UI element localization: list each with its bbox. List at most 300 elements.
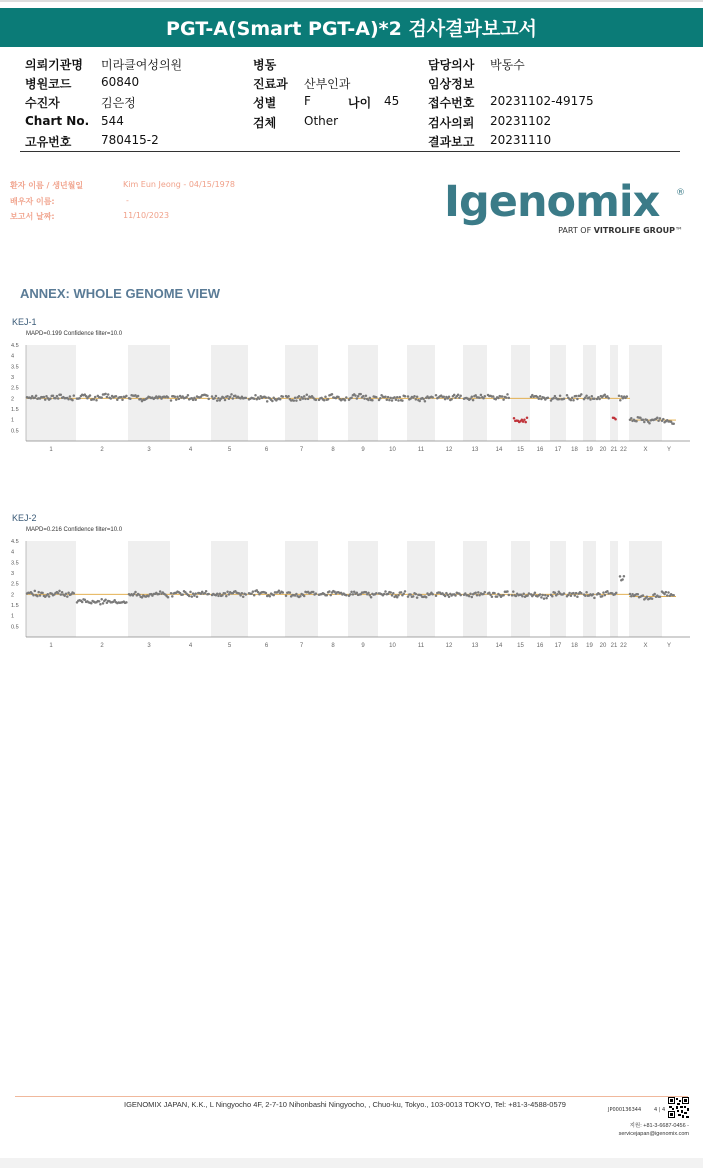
cnv-point: [444, 595, 447, 598]
cnv-point: [36, 595, 39, 598]
cnv-point: [416, 596, 419, 599]
cnv-point: [323, 399, 326, 402]
patient-name-value: Kim Eun Jeong - 04/15/1978: [123, 180, 235, 189]
cnv-point: [576, 398, 579, 401]
y-tick-label: 1.5: [11, 603, 19, 609]
age-value: 45: [384, 94, 400, 108]
cnv-point: [431, 593, 434, 596]
cnv-point: [125, 395, 128, 398]
x-tick-label-3: 3: [147, 447, 151, 453]
cnv-point: [232, 397, 235, 400]
cnv-point: [544, 594, 547, 597]
cnv-point: [326, 594, 329, 597]
cnv-point: [672, 422, 675, 425]
cnv-point: [387, 396, 390, 399]
x-tick-label-11: 11: [417, 643, 425, 649]
cnv-point: [575, 395, 578, 398]
cnv-point: [554, 395, 557, 398]
cnv-point: [396, 596, 399, 599]
chromosome-8-points: [318, 393, 348, 402]
chromosome-4-points: [170, 394, 210, 402]
institution-label: 의뢰기관명: [25, 58, 83, 72]
hospital-code-label: 병원코드: [25, 77, 72, 91]
cnv-point: [67, 592, 70, 595]
x-tick-label-1: 1: [49, 447, 53, 453]
cnv-point: [506, 393, 509, 396]
cnv-point: [167, 596, 170, 599]
cnv-point: [469, 593, 472, 596]
cnv-point: [84, 599, 87, 602]
y-axis-ticks: [11, 539, 19, 630]
cnv-point: [375, 592, 378, 595]
cnv-point: [635, 420, 638, 423]
cnv-point: [397, 594, 400, 597]
cnv-point: [362, 395, 365, 398]
chromosome-band-21: [610, 345, 618, 441]
cnv-point: [484, 591, 487, 594]
cnv-point: [563, 592, 566, 595]
y-axis-ticks: [11, 343, 19, 434]
x-tick-label-10: 10: [389, 447, 396, 453]
cnv-point: [580, 393, 583, 396]
cnv-point: [566, 394, 569, 397]
report-date-value: 20231110: [490, 133, 552, 147]
cnv-point: [95, 399, 98, 402]
logo-tagline-tm: ™: [675, 226, 683, 235]
cnv-point: [506, 590, 509, 593]
cnv-point: [396, 396, 399, 399]
cnv-point: [659, 595, 662, 598]
chromosome-12-points: [435, 394, 462, 402]
x-tick-label-17: 17: [554, 447, 562, 453]
cnv-point: [524, 421, 527, 424]
cnv-point: [572, 399, 575, 402]
cnv-point: [344, 399, 347, 402]
cnv-point: [229, 396, 232, 399]
patient-value: 김은정: [101, 96, 136, 110]
cnv-point: [393, 396, 396, 399]
report-title: PGT-A(Smart PGT-A)*2 검사결과보고서: [166, 18, 537, 40]
cnv-point: [407, 395, 410, 398]
cnv-point: [61, 591, 64, 594]
annex-title: ANNEX: WHOLE GENOME VIEW: [20, 286, 221, 301]
chromosome-16-points: [530, 592, 549, 600]
cnv-point: [539, 395, 542, 398]
cnv-point: [56, 395, 59, 398]
chart-2-subtitle: MAPD=0.216 Confidence filter=10.0: [26, 527, 123, 533]
cnv-point: [672, 594, 675, 597]
cnv-point: [225, 595, 228, 598]
x-tick-label-13: 13: [471, 447, 479, 453]
chromosome-band-21: [610, 541, 618, 637]
cnv-point: [547, 397, 550, 400]
cnv-point: [391, 594, 394, 597]
logo-tagline: [558, 226, 683, 235]
chromosome-8-points: [318, 590, 348, 597]
cnv-point: [422, 398, 425, 401]
cnv-point: [67, 398, 70, 401]
cnv-point: [384, 590, 387, 593]
cnv-point: [176, 395, 179, 398]
chromosome-10-points: [378, 590, 407, 598]
cnv-point: [306, 394, 309, 397]
report-date-value-en: 11/10/2023: [123, 211, 170, 220]
cnv-point: [397, 399, 400, 402]
cnv-point: [194, 592, 197, 595]
cnv-point: [285, 595, 288, 598]
chromosome-band-11: [407, 541, 435, 637]
cnv-point: [593, 397, 596, 400]
x-tick-label-X: X: [643, 447, 648, 453]
cnv-point: [642, 419, 645, 422]
cnv-point: [356, 397, 359, 400]
cnv-point: [496, 595, 499, 598]
cnv-point: [178, 398, 181, 401]
cnv-point: [49, 397, 52, 400]
cnv-point: [279, 398, 282, 401]
cnv-point: [472, 399, 475, 402]
cnv-point: [222, 397, 225, 400]
x-tick-label-Y: Y: [666, 643, 672, 649]
cnv-point: [99, 603, 102, 606]
x-tick-label-8: 8: [331, 643, 335, 649]
cnv-point: [602, 591, 605, 594]
cnv-point: [412, 595, 415, 598]
x-tick-label-2: 2: [100, 447, 104, 453]
x-tick-label-15: 15: [517, 447, 524, 453]
cnv-point: [181, 593, 184, 596]
cnv-point: [598, 593, 601, 596]
cnv-point: [521, 595, 524, 598]
chromosome-band-5: [211, 541, 248, 637]
doctor-value: 박동수: [490, 58, 525, 72]
cnv-point: [93, 398, 96, 401]
cnv-point: [662, 418, 665, 421]
chromosome-18-points: [566, 393, 583, 401]
cnv-point: [643, 421, 646, 424]
cnv-point: [219, 593, 222, 596]
chromosome-band-15: [511, 541, 530, 637]
cnv-point: [585, 395, 588, 398]
footer-contact-phone: 지원: +81-3-6687-0456 -: [629, 1123, 689, 1129]
cnv-point: [399, 396, 402, 399]
y-tick-label: 2: [11, 592, 15, 599]
x-tick-label-12: 12: [445, 447, 453, 453]
x-tick-label-7: 7: [299, 643, 304, 649]
cnv-point: [443, 396, 446, 399]
cnv-point: [448, 396, 451, 399]
cnv-point: [329, 594, 332, 597]
cnv-point: [357, 395, 360, 398]
y-tick-label: 2.5: [11, 385, 19, 392]
cnv-point: [196, 595, 199, 598]
cnv-point: [224, 592, 227, 595]
cnv-point: [174, 395, 177, 398]
cnv-point: [252, 590, 255, 593]
chart-2-genome-plot: [0, 536, 703, 656]
cnv-point: [188, 595, 191, 598]
cnv-point: [477, 591, 480, 594]
chromosome-2-points: [76, 598, 128, 605]
x-tick-label-13: 13: [471, 643, 479, 649]
y-tick-label: 4.5: [11, 343, 19, 349]
cnv-point: [607, 397, 610, 400]
cnv-point: [272, 594, 275, 597]
cnv-point: [365, 591, 368, 594]
cnv-point: [457, 394, 460, 397]
chromosome-band-9: [348, 345, 378, 441]
cnv-point: [618, 395, 621, 398]
department-label: 진료과: [253, 77, 288, 91]
cnv-point: [352, 593, 355, 596]
cnv-point: [57, 397, 60, 400]
x-tick-label-18: 18: [571, 643, 578, 649]
cnv-point: [543, 597, 546, 600]
cnv-point: [493, 592, 496, 595]
chromosome-22-points: [619, 575, 625, 582]
cnv-point: [585, 591, 588, 594]
chart-2-sample-label: KEJ-2: [12, 513, 37, 523]
cnv-point: [591, 395, 594, 398]
cnv-point: [571, 396, 574, 399]
chromosome-band-9: [348, 541, 378, 637]
cnv-point: [619, 399, 622, 402]
cnv-point: [90, 602, 93, 605]
x-tick-label-20: 20: [599, 643, 607, 649]
logo-wordmark: Igenomix: [444, 177, 660, 227]
cnv-point: [589, 398, 592, 401]
cnv-point: [43, 396, 46, 399]
page-bottom-band: [0, 1158, 703, 1168]
clinical-info-label: 임상정보: [428, 77, 475, 91]
cnv-point: [298, 395, 301, 398]
specimen-value: Other: [304, 114, 339, 128]
cnv-point: [389, 397, 392, 400]
cnv-point: [271, 400, 274, 403]
cnv-point: [115, 395, 118, 398]
footer-address: IGENOMIX JAPAN, K.K., L Ningyocho 4F, 2-7-10 Nihonbashi Ningyocho, , Chuo-ku, Tokyo., 103-0013 TOKYO, Tel: +81-3-4588-0579: [124, 1100, 566, 1109]
cnv-point: [386, 399, 389, 402]
cnv-point: [515, 595, 518, 598]
request-date-value: 20231102: [490, 114, 552, 128]
info-divider: [20, 151, 680, 152]
cnv-point: [492, 395, 495, 398]
cnv-point: [187, 394, 190, 397]
report-title-bar: [0, 8, 703, 47]
cnv-point: [563, 397, 566, 400]
cnv-point: [44, 398, 47, 401]
partner-name-value: -: [126, 196, 129, 205]
cnv-point: [120, 396, 123, 399]
cnv-point: [81, 601, 84, 604]
cnv-point: [104, 599, 107, 602]
cnv-point: [367, 592, 370, 595]
cnv-point: [216, 399, 219, 402]
cnv-point: [646, 595, 649, 598]
cnv-point: [125, 601, 128, 604]
cnv-point: [226, 591, 229, 594]
cnv-point: [570, 399, 573, 402]
cnv-point: [253, 594, 256, 597]
cnv-point: [242, 596, 245, 599]
cnv-point: [71, 399, 74, 402]
cnv-point: [541, 594, 544, 597]
footer-page-number: 4 | 4: [654, 1107, 666, 1113]
cnv-point: [303, 395, 306, 398]
cnv-point: [58, 590, 61, 593]
cnv-point: [666, 594, 669, 597]
x-tick-label-14: 14: [495, 447, 503, 453]
x-tick-label-2: 2: [100, 643, 104, 649]
cnv-point: [667, 591, 670, 594]
cnv-point: [598, 398, 601, 401]
x-tick-label-1: 1: [49, 643, 53, 649]
cnv-point: [337, 396, 340, 399]
cnv-point: [416, 395, 419, 398]
cnv-point: [401, 399, 404, 402]
cnv-point: [418, 400, 421, 403]
cnv-point: [665, 591, 668, 594]
cnv-point: [379, 397, 382, 400]
cnv-point: [265, 396, 268, 399]
chart-no-value: 544: [101, 114, 124, 128]
x-tick-label-8: 8: [331, 447, 335, 453]
cnv-point: [359, 393, 362, 396]
cnv-point: [491, 596, 494, 599]
x-tick-label-18: 18: [571, 447, 578, 453]
hospital-code-value: 60840: [101, 75, 140, 89]
cnv-point: [228, 593, 231, 596]
cnv-point: [478, 397, 481, 400]
cnv-point: [167, 396, 170, 399]
cnv-point: [303, 595, 306, 598]
cnv-point: [540, 596, 543, 599]
cnv-point: [207, 398, 210, 401]
cnv-point: [512, 590, 515, 593]
cnv-point: [257, 591, 260, 594]
chromosome-band-17: [550, 345, 566, 441]
cnv-point: [47, 593, 50, 596]
y-tick-label: 4: [11, 353, 15, 360]
cnv-point: [450, 398, 453, 401]
cnv-point: [60, 393, 63, 396]
x-tick-label-19: 19: [586, 447, 593, 453]
cnv-point: [502, 594, 505, 597]
cnv-point: [98, 600, 101, 603]
cnv-point: [60, 593, 63, 596]
cnv-point: [350, 591, 353, 594]
cnv-point: [129, 398, 132, 401]
request-date-label: 검사의뢰: [428, 116, 475, 130]
cnv-point: [568, 592, 571, 595]
cnv-point: [637, 593, 640, 596]
y-tick-label: 3.5: [11, 364, 19, 371]
x-tick-label-21: 21: [610, 643, 618, 649]
footer-document-code: JP000136344: [608, 1107, 642, 1113]
chart-1-subtitle: MAPD=0.199 Confidence filter=10.0: [26, 331, 123, 337]
x-tick-label-7: 7: [299, 447, 304, 453]
cnv-point: [299, 595, 302, 598]
ward-label: 병동: [253, 58, 277, 72]
cnv-point: [94, 396, 97, 399]
cnv-point: [65, 593, 68, 596]
chromosome-16-points: [530, 394, 549, 401]
cnv-point: [57, 592, 60, 595]
report-info-table: [0, 52, 703, 152]
cnv-point: [137, 395, 140, 398]
cnv-point: [121, 398, 124, 401]
cnv-point: [217, 397, 220, 400]
cnv-point: [269, 595, 272, 598]
institution-value: 미라클여성의원: [101, 58, 183, 72]
cnv-point: [471, 396, 474, 399]
x-axis-labels: [49, 447, 671, 453]
cnv-point: [545, 597, 548, 600]
cnv-point: [409, 593, 412, 596]
cnv-point: [444, 398, 447, 401]
cnv-point: [383, 593, 386, 596]
chromosome-2-points: [76, 393, 128, 402]
cnv-point: [315, 592, 318, 595]
chart-1-sample-label: KEJ-1: [12, 317, 37, 327]
cnv-point: [175, 398, 178, 401]
y-tick-label: 4.5: [11, 539, 19, 545]
cnv-point: [213, 397, 216, 400]
y-tick-label: 3: [11, 571, 15, 577]
x-tick-label-11: 11: [417, 447, 425, 453]
y-tick-label: 1.5: [11, 407, 19, 413]
cnv-point: [539, 593, 542, 596]
cnv-point: [304, 398, 307, 401]
footer-divider: [15, 1096, 688, 1097]
cnv-point: [110, 397, 113, 400]
x-tick-label-9: 9: [361, 643, 365, 649]
cnv-point: [388, 399, 391, 402]
x-tick-label-Y: Y: [666, 447, 672, 453]
cnv-point: [104, 393, 107, 396]
cnv-point: [400, 591, 403, 594]
cnv-point: [230, 393, 233, 396]
cnv-point: [526, 594, 529, 597]
cnv-point: [89, 394, 92, 397]
cnv-point: [648, 422, 651, 425]
cnv-point: [113, 599, 116, 602]
cnv-point: [621, 578, 624, 581]
cnv-point: [604, 594, 607, 597]
cnv-point: [100, 396, 103, 399]
cnv-point: [424, 400, 427, 403]
cnv-point: [312, 591, 315, 594]
chromosome-band-X: [629, 541, 662, 637]
cnv-point: [395, 398, 398, 401]
x-tick-label-20: 20: [599, 447, 607, 453]
cnv-point: [282, 591, 285, 594]
cnv-point: [34, 590, 37, 593]
cnv-point: [73, 394, 76, 397]
report-date-label-en: 보고서 날짜:: [10, 212, 55, 221]
x-tick-label-21: 21: [610, 447, 618, 453]
cnv-point: [32, 594, 35, 597]
cnv-point: [349, 593, 352, 596]
cnv-point: [559, 395, 562, 398]
cnv-point: [407, 595, 410, 598]
cnv-point: [558, 398, 561, 401]
cnv-point: [606, 590, 609, 593]
qr-code-icon: [668, 1097, 689, 1118]
cnv-point: [584, 595, 587, 598]
cnv-point: [39, 594, 42, 597]
cnv-point: [526, 416, 529, 419]
